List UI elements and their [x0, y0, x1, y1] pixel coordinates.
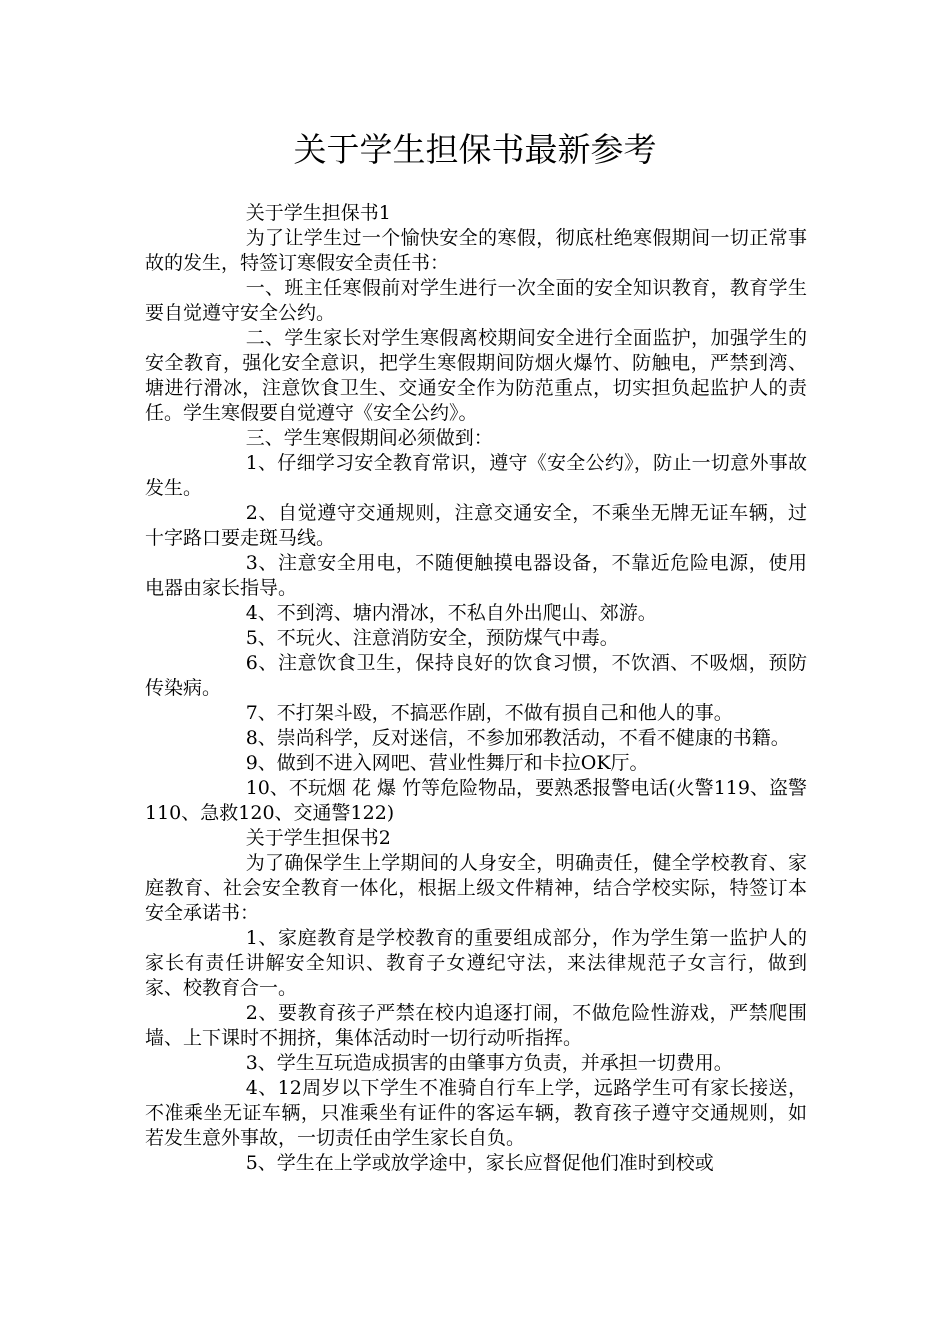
section-heading: 关于学生担保书1 [245, 202, 391, 224]
document-body [145, 201, 807, 1176]
paragraph: 3、学生互玩造成损害的由肇事方负责，并承担一切费用。 [245, 1052, 733, 1074]
paragraph: 一、班主任寒假前对学生进行一次全面的安全知识教育，教育学生要自觉遵守安全公约。 [145, 277, 807, 324]
paragraph: 9、做到不进入网吧、营业性舞厅和卡拉OK厅。 [245, 752, 649, 774]
paragraph: 三、学生寒假期间必须做到： [245, 427, 493, 449]
paragraph: 为了让学生过一个愉快安全的寒假，彻底杜绝寒假期间一切正常事故的发生，特签订寒假安全责任书： [145, 227, 807, 274]
document-title: 关于学生担保书最新参考 [293, 130, 657, 169]
paragraph: 1、家庭教育是学校教育的重要组成部分，作为学生第一监护人的家长有责任讲解安全知识、教育子女遵纪守法，来法律规范子女言行，做到家、校教育合一。 [145, 927, 807, 999]
paragraph: 5、不玩火、注意消防安全，预防煤气中毒。 [245, 627, 619, 649]
paragraph: 4、12周岁以下学生不准骑自行车上学，远路学生可有家长接送，不准乘坐无证车辆，只准乘坐有证件的客运车辆，教育孩子遵守交通规则，如若发生意外事故，一切责任由学生家长自负。 [145, 1077, 807, 1149]
paragraph: 二、学生家长对学生寒假离校期间安全进行全面监护，加强学生的安全教育，强化安全意识，把学生寒假期间防烟火爆竹、防触电，严禁到湾、塘进行滑冰，注意饮食卫生、交通安全作为防范重点，切实担负起监护人的责任。学生寒假要自觉遵守《安全公约》。 [145, 327, 807, 424]
paragraph: 5、学生在上学或放学途中，家长应督促他们准时到校或 [245, 1152, 714, 1174]
paragraph: 7、不打架斗殴，不搞恶作剧，不做有损自己和他人的事。 [245, 702, 733, 724]
paragraph: 2、自觉遵守交通规则，注意交通安全，不乘坐无牌无证车辆，过十字路口要走斑马线。 [145, 502, 807, 549]
paragraph: 1、仔细学习安全教育常识，遵守《安全公约》，防止一切意外事故发生。 [145, 452, 807, 499]
paragraph: 10、不玩烟 花 爆 竹等危险物品，要熟悉报警电话(火警119、盗警110、急救120、交通警122) [145, 777, 807, 824]
paragraph: 6、注意饮食卫生，保持良好的饮食习惯，不饮酒、不吸烟，预防传染病。 [145, 652, 807, 699]
section-heading: 关于学生担保书2 [245, 827, 391, 849]
paragraph: 为了确保学生上学期间的人身安全，明确责任，健全学校教育、家庭教育、社会安全教育一体化，根据上级文件精神，结合学校实际，特签订本安全承诺书： [145, 852, 807, 924]
paragraph: 2、要教育孩子严禁在校内追逐打闹，不做危险性游戏，严禁爬围墙、上下课时不拥挤，集体活动时一切行动听指挥。 [145, 1002, 807, 1049]
paragraph: 3、注意安全用电，不随便触摸电器设备，不靠近危险电源，使用电器由家长指导。 [145, 552, 807, 599]
paragraph: 8、崇尚科学，反对迷信，不参加邪教活动，不看不健康的书籍。 [245, 727, 790, 749]
paragraph: 4、不到湾、塘内滑冰，不私自外出爬山、郊游。 [245, 602, 657, 624]
